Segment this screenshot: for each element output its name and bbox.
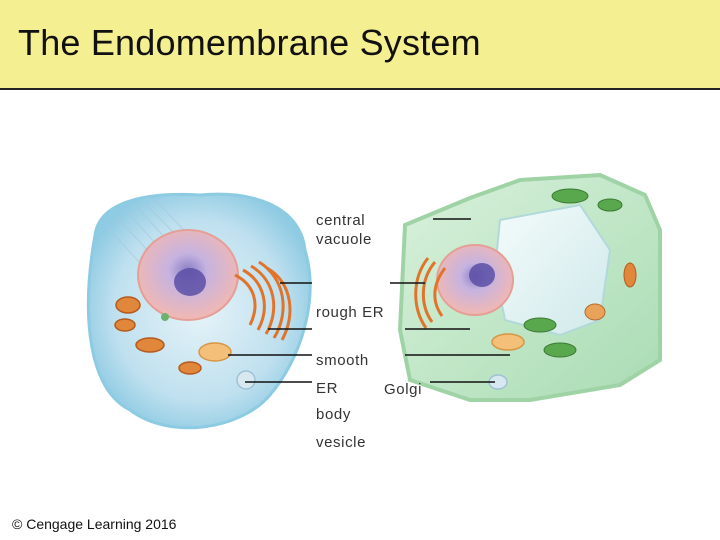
plant-cell-illustration bbox=[400, 175, 660, 400]
golgi-label: Golgi bbox=[384, 381, 423, 398]
smooth-label: smooth bbox=[316, 352, 369, 369]
central-vacuole-label-line1: central bbox=[316, 212, 366, 229]
copyright-notice: © Cengage Learning 2016 bbox=[12, 516, 177, 532]
animal-cell-illustration bbox=[88, 194, 310, 428]
central-vacuole-label-line2: vacuole bbox=[316, 231, 372, 248]
central-vacuole-label bbox=[316, 211, 372, 249]
vesicle-label: vesicle bbox=[316, 434, 367, 451]
page-title: The Endomembrane System bbox=[18, 22, 481, 63]
body-label: body bbox=[316, 406, 351, 423]
er-label: ER bbox=[316, 380, 339, 397]
rough-er-label: rough ER bbox=[316, 304, 385, 321]
